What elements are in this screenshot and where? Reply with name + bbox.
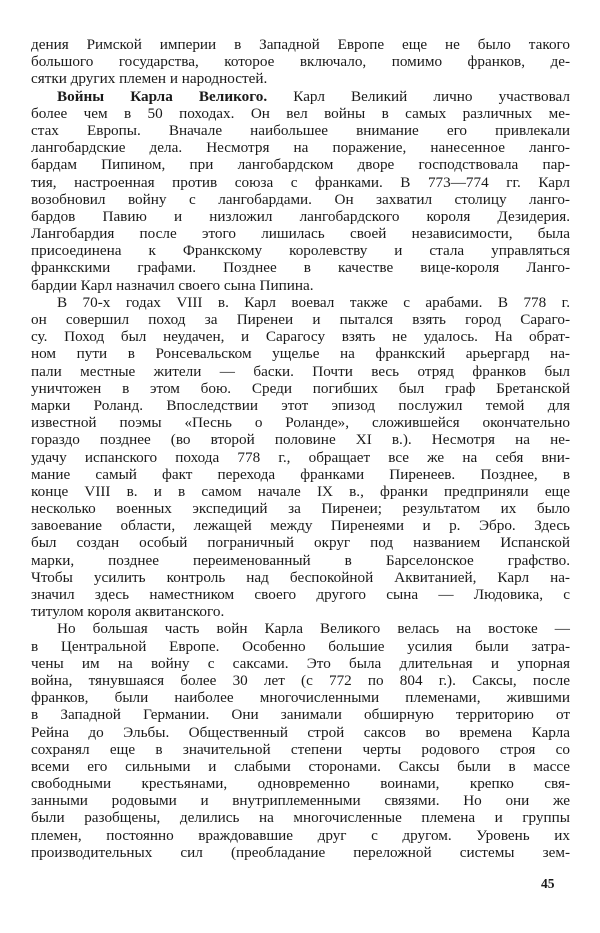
text-line: племен, постоянно враждовавшие друг с другом. Уровень их (31, 826, 570, 844)
text-line: в Западной Германии. Они занимали обширную территорию от (31, 706, 570, 724)
text-line: Чтобы усилить контроль над беспокойной Аквитанией, Карл на- (31, 568, 570, 586)
text-line: возобновил войну с лангобардами. Он захватил столицу ланго- (31, 190, 570, 208)
text-line: лангобардские дела. Несмотря на поражение, нанесенное ланго- (31, 139, 570, 157)
text-line: всеми его сильными и слабыми сторонами. Саксы были в массе (31, 757, 570, 775)
text-line: титулом короля аквитанского. (31, 603, 225, 621)
text-line: война, тянувшаяся более 30 лет (с 772 по 804 г.). Саксы, после (31, 671, 570, 689)
text-line: уничтожен в этом бою. Среди погибших был граф Бретанской (31, 379, 570, 397)
text-line: тия, настроенная против союза с франками. В 773—774 гг. Карл (31, 173, 570, 191)
text-line: были разобщены, делились на многочисленные племена и группы (31, 809, 570, 827)
text-line: присоединена к Франкскому королевству и стала управляться (31, 242, 570, 260)
text-line: стах Европы. Вначале наибольшее внимание его привлекали (31, 121, 570, 139)
text-line: Лангобардия после этого лишилась своей независимости, была (31, 225, 570, 243)
text-line: конце VIII в. и в самом начале IX в., франки предприняли еще (31, 482, 570, 500)
text-line: марки, позднее переименованный в Барселонское графство. (31, 551, 570, 569)
text-line: известной поэмы «Песнь о Роланде», сложившейся окончательно (31, 414, 570, 432)
text-line: бардии Карл назначил своего сына Пипина. (31, 276, 314, 294)
text-line: чены им на войну с саксами. Это была длительная и упорная (31, 654, 570, 672)
text-line: был создан особый пограничный округ под названием Испанской (31, 534, 570, 552)
heading-line-text: Карл Великий лично участвовал (293, 87, 571, 105)
text-line: значил здесь наместником своего другого сына — Людовика, с (31, 586, 570, 603)
text-line: удачу испанского похода 778 г., обращает все же на себя вни- (31, 448, 570, 466)
text-line: в Центральной Европе. Особенно большие усилия были затра- (31, 637, 570, 655)
text-line: большого государства, которое включало, помимо франков, де- (31, 53, 570, 71)
text-line: Но большая часть войн Карла Великого велась на востоке — (57, 620, 570, 638)
text-line: завоевание области, лежащей между Пиренеями и р. Эбро. Здесь (31, 517, 570, 535)
page-number: 45 (541, 876, 555, 891)
text-line: франкскими графами. Позднее в качестве вице-короля Ланго- (31, 259, 570, 277)
text-line: несколько военных экспедиций за Пиренеи; результатом их было (31, 500, 570, 518)
text-line: франков, были наиболее многочисленными племенами, жившими (31, 689, 570, 707)
text-line: ном пути в Ронсевальском ущелье на франкский арьергард на- (31, 345, 570, 363)
text-line: В 70-х годах VIII в. Карл воевал также с арабами. В 778 г. (57, 293, 570, 311)
text-line: марки Роланд. Впоследствии этот эпизод послужил темой для (31, 396, 570, 414)
text-line: дения Римской империи в Западной Европе еще не было такого (31, 36, 570, 53)
text-line (31, 88, 570, 105)
text-line: производительных сил (преобладание переложной системы зем- (31, 843, 570, 861)
text-line: сятки других племен и народностей. (31, 70, 268, 88)
text-line: он совершил поход за Пиренеи и пытался взять город Сараго- (31, 311, 570, 328)
text-line: пали местные жители — баски. Почти весь отряд франков был (31, 362, 570, 380)
text-line: бардам Пипином, при лангобардском дворе господствовала пар- (31, 156, 570, 174)
book-page-text (31, 36, 570, 861)
text-line: сохранял еще в значительной степени черты родового строя со (31, 740, 570, 758)
text-line: свободными крестьянами, одновременно воинами, крепко свя- (31, 775, 570, 793)
text-line: гораздо позднее (во второй половине XI в.). Несмотря на не- (31, 431, 570, 449)
text-line: бардов Павию и низложил лангобардского короля Дезидерия. (31, 207, 570, 225)
text-line: Рейна до Эльбы. Общественный строй саксов во времена Карла (31, 723, 570, 741)
section-heading: Войны Карла Великого. (57, 87, 268, 105)
text-line: мание самый факт перехода франками Пиренеев. Позднее, в (31, 465, 570, 483)
text-line: су. Поход был неудачен, и Сарагосу взять не удалось. На обрат- (31, 328, 570, 346)
text-line: более чем в 50 походах. Он вел войны в самых различных ме- (31, 104, 570, 122)
text-line: занными родовыми и внутриплеменными связями. Но они же (31, 792, 570, 810)
